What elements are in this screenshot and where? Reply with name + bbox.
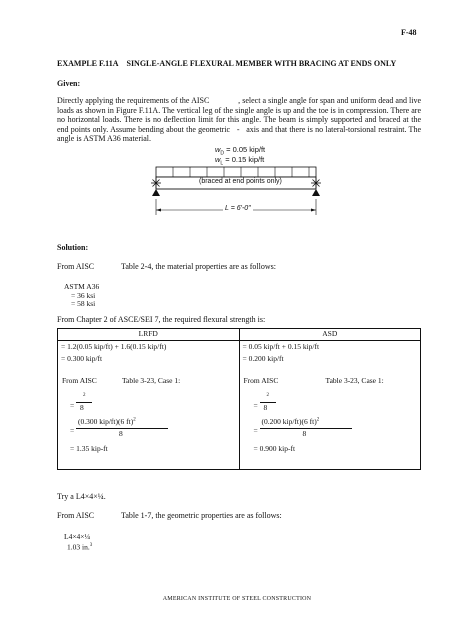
table-ref-2: Table 1-7, the geometric properties are as follows: — [121, 511, 282, 520]
left-support — [152, 189, 160, 196]
length-label: L = 6′-0″ — [225, 205, 251, 212]
from-aisc-1: From AISC — [57, 262, 95, 271]
material-block — [64, 283, 99, 309]
lrfd-load-result: = 0.300 kip/ft — [61, 354, 103, 363]
asd-eq1-num: 2 — [266, 393, 270, 398]
material-fu: = 58 ksi — [71, 299, 96, 308]
material-fy: = 36 ksi — [71, 290, 96, 300]
from-aisc-2: From AISC — [57, 511, 95, 520]
right-brace-icon — [311, 178, 321, 188]
section-name: L4×4×¼ — [64, 532, 91, 541]
section-value: 1.03 in.$^3$ — [67, 542, 93, 552]
lrfd-column: = 1.2(0.05 kip/ft) + 1.6(0.15 kip/ft) = 0.300 kip/ft From AISC Table 3-23, Case 1: = 2 8 = (0.300 kip/ft)(6 ft)$^2$ 8 = 1.35 kip-ft — [58, 341, 240, 470]
given-heading: Given: — [57, 79, 81, 88]
lrfd-table-ref: Table 3-23, Case 1: — [122, 376, 181, 385]
page-footer: AMERICAN INSTITUTE OF STEEL CONSTRUCTION — [162, 596, 312, 602]
asd-column: = 0.05 kip/ft + 0.15 kip/ft = 0.200 kip/ft From AISC Table 3-23, Case 1: = 2 8 = (0.200 kip/ft)(6 ft)$^2$ 8 = 0.900 kip-ft — [239, 341, 420, 470]
lrfd-from-aisc: From AISC — [62, 376, 97, 385]
asd-eq2-den: 8 — [302, 429, 307, 438]
left-brace-icon — [151, 178, 161, 188]
given-paragraph: Directly applying the requirements of the AISC , select a single angle for span and uniform dead and live loads as shown in Figure F.11A. The vertical leg of the single angle is up and the toe is in compression. There are no horizontal loads. There is no deflection limit for this angle. The beam is simply supported and braced at the end points only. Assume bending about the geometric - axis and that there is no lateral-torsional restraint. The angle is ASTM A36 material. — [57, 96, 421, 144]
lrfd-load-eq: = 1.2(0.05 kip/ft) + 1.6(0.15 kip/ft) — [61, 342, 167, 351]
lrfd-eq1-num: 2 — [83, 393, 86, 398]
example-title: EXAMPLE F.11A SINGLE-ANGLE FLEXURAL MEMBER WITH BRACING AT ENDS ONLY — [57, 59, 397, 68]
load-arrows — [173, 167, 309, 177]
lrfd-eq2-den: 8 — [119, 429, 123, 438]
lrfd-eq1-den: 8 — [80, 403, 84, 412]
lrfd-header: LRFD — [58, 329, 240, 341]
page-number: F-48 — [401, 28, 417, 37]
solution-heading: Solution: — [57, 243, 89, 252]
right-support — [312, 189, 320, 196]
braced-note: (braced at end points only) — [199, 178, 282, 185]
strength-table — [57, 328, 421, 470]
table-ref-1: Table 2-4, the material properties are as follows: — [121, 262, 276, 271]
asd-eq2-num: (0.200 kip/ft)(6 ft)$^2$ — [261, 417, 320, 426]
material-name: ASTM A36 — [64, 282, 100, 291]
try-text: Try a L4×4×¼. — [57, 492, 106, 501]
lrfd-result: = 1.35 kip-ft — [70, 444, 108, 453]
beam-diagram — [148, 163, 324, 221]
asd-header: ASD — [239, 329, 420, 341]
asd-table-ref: Table 3-23, Case 1: — [325, 376, 384, 385]
asd-eq1-den: 8 — [263, 403, 268, 412]
asd-from-aisc: From AISC — [243, 376, 279, 385]
section-block — [64, 532, 92, 552]
asce-text: From Chapter 2 of ASCE/SEI 7, the required flexural strength is: — [57, 315, 266, 324]
live-load-label: $w_L = 0.15$ kip/ft — [215, 155, 265, 167]
dead-load-label: $w_D = 0.05$ kip/ft — [215, 145, 266, 157]
asd-load-eq: = 0.05 kip/ft + 0.15 kip/ft — [242, 342, 320, 351]
asd-load-result: = 0.200 kip/ft — [242, 354, 284, 363]
asd-result: = 0.900 kip-ft — [253, 444, 296, 453]
lrfd-eq2-num: (0.300 kip/ft)(6 ft)$^2$ — [78, 417, 136, 426]
